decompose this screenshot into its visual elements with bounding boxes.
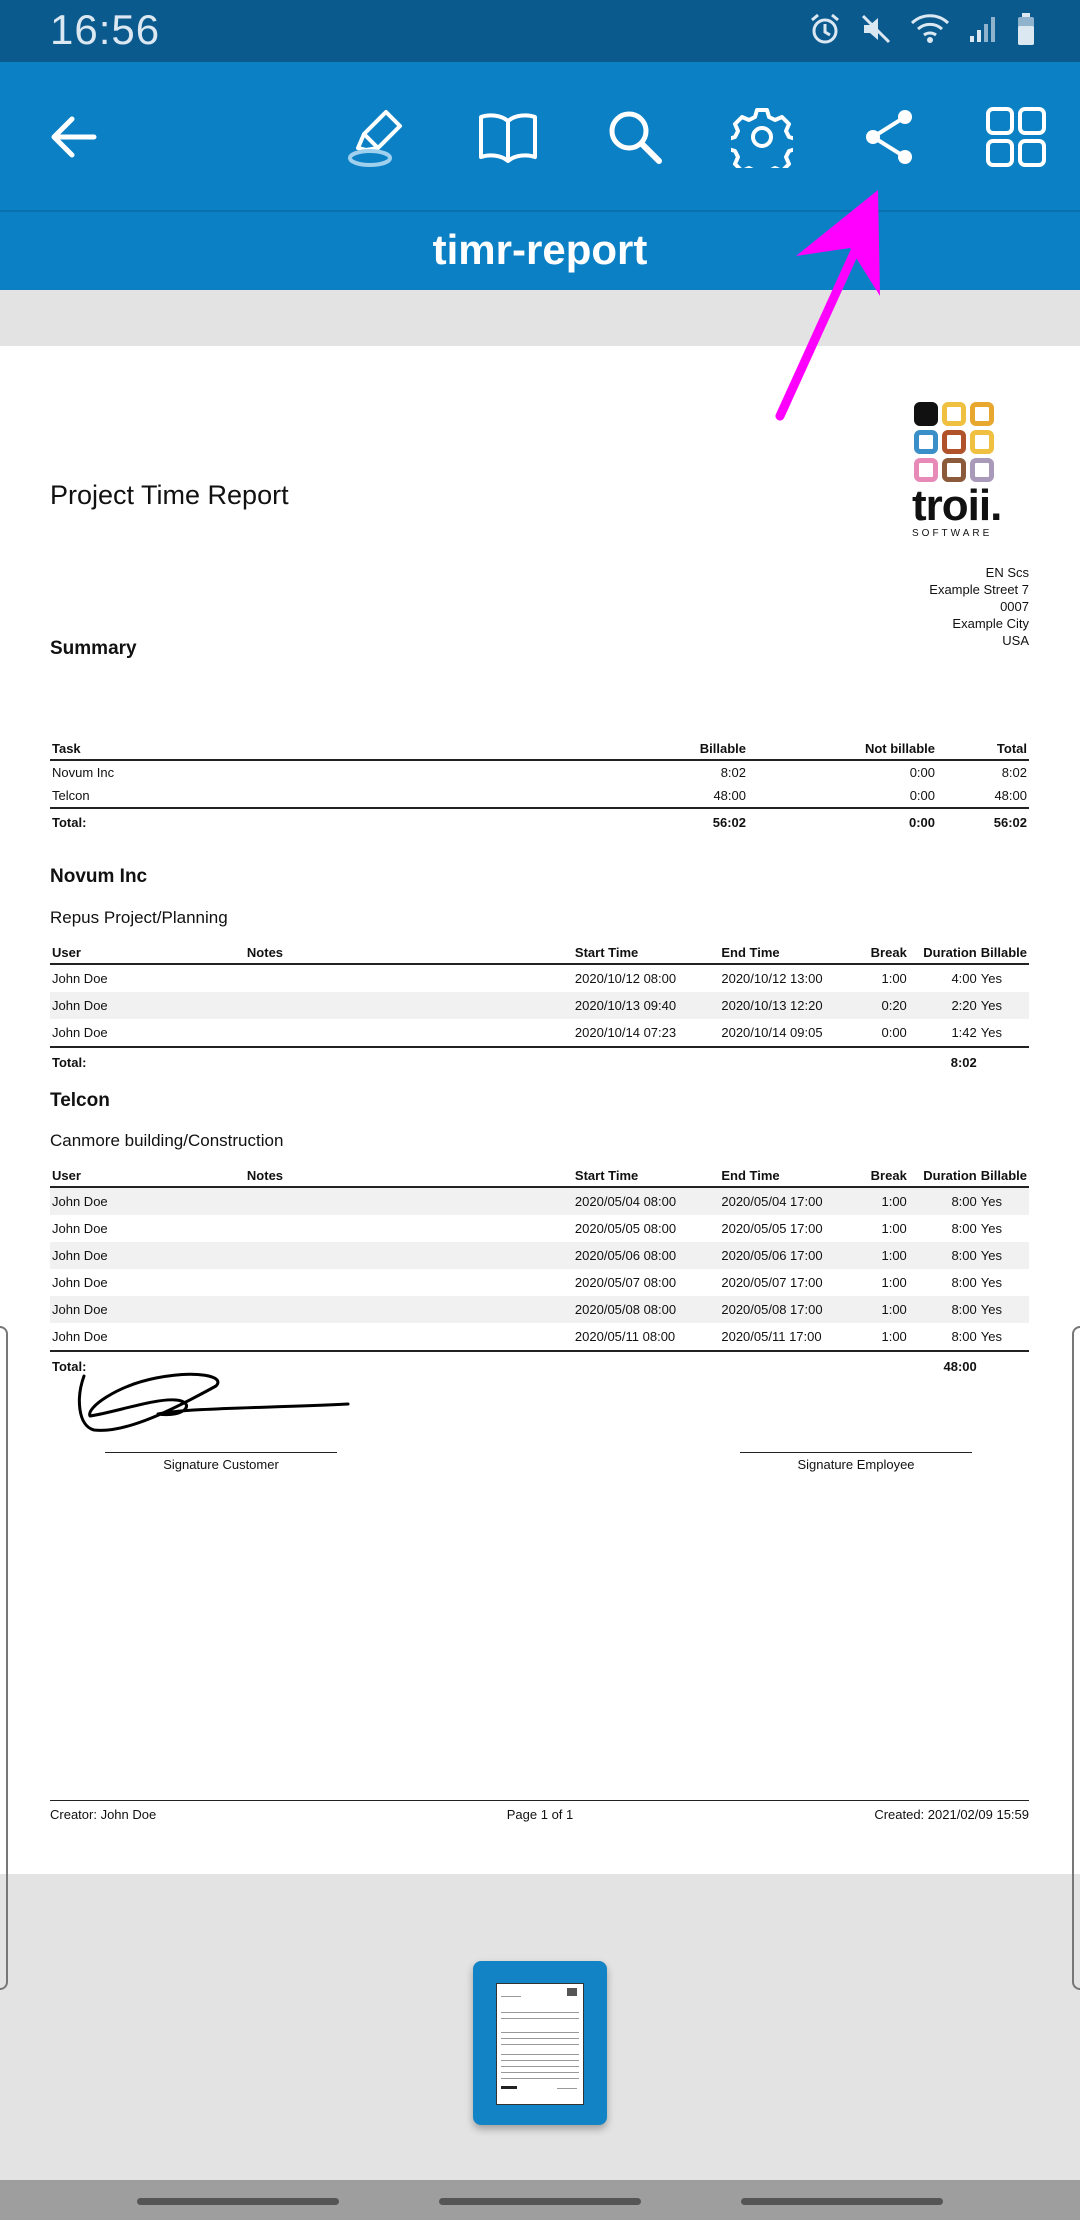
table-row — [50, 1323, 1029, 1351]
thumbnail-page-preview — [496, 1983, 584, 2105]
address-line: 0007 — [1000, 599, 1029, 614]
table-cell — [245, 1215, 573, 1242]
table-cell: John Doe — [52, 1275, 108, 1290]
right-edge-handle[interactable] — [1072, 1326, 1080, 1990]
table-cell — [245, 1269, 573, 1296]
logo-wordmark: troii. — [912, 481, 1002, 530]
back-button[interactable] — [28, 92, 118, 182]
column-header: Break — [853, 938, 909, 964]
address-line: EN Scs — [985, 565, 1029, 580]
grid-icon — [985, 106, 1047, 168]
battery-icon — [1016, 12, 1036, 46]
table-cell: John Doe — [52, 971, 108, 986]
table-cell: 2020/05/11 17:00 — [721, 1329, 822, 1344]
table-cell: 8:00 — [909, 1187, 979, 1215]
table-cell: 2020/10/14 07:23 — [574, 1025, 677, 1040]
column-header: Start Time — [573, 1161, 719, 1187]
table-cell: 56:02 — [937, 808, 1029, 835]
alarm-icon — [808, 12, 842, 46]
table-cell: 1:00 — [853, 1242, 909, 1269]
signature-line-customer — [105, 1452, 337, 1453]
table-cell: 2020/05/05 17:00 — [721, 1221, 823, 1236]
annotate-button[interactable] — [336, 92, 426, 182]
column-header: Billable — [614, 734, 748, 760]
column-header: Task — [50, 734, 614, 760]
table-total-row — [50, 808, 1029, 835]
column-header: End Time — [719, 938, 853, 964]
column-header: User — [50, 938, 245, 964]
table-cell: John Doe — [50, 1187, 245, 1215]
table-cell: 48:00 — [994, 788, 1027, 803]
report-title: Project Time Report — [50, 480, 289, 510]
table-cell — [245, 964, 573, 992]
table-row — [50, 1215, 1029, 1242]
table-cell: 0:20 — [853, 992, 909, 1019]
company-address — [929, 564, 1029, 649]
table-cell: 8:00 — [951, 1275, 977, 1290]
table-cell — [245, 1187, 573, 1215]
table-cell: 0:00 — [881, 1025, 907, 1040]
footer-creator: Creator: John Doe — [50, 1807, 157, 1822]
table-cell: Yes — [980, 1275, 1002, 1290]
share-button[interactable] — [844, 92, 934, 182]
table-row — [50, 760, 1029, 784]
table-row — [50, 964, 1029, 992]
table-cell: 8:00 — [909, 1296, 979, 1323]
table-cell: 2020/05/07 08:00 — [574, 1275, 677, 1290]
project-heading: Canmore building/Construction — [50, 1131, 284, 1150]
column-header: Duration — [909, 938, 979, 964]
table-row — [50, 1187, 1029, 1215]
table-cell: 8:02 — [720, 765, 746, 780]
customer-signature-scribble — [76, 1368, 356, 1444]
table-cell: Yes — [979, 1242, 1029, 1269]
viewer-background — [0, 290, 1080, 346]
client-heading: Telcon — [50, 1090, 110, 1111]
column-header: End Time — [719, 1161, 853, 1187]
table-cell: John Doe — [52, 1221, 108, 1236]
table-row — [50, 1296, 1029, 1323]
table-cell: 0:00 — [909, 765, 935, 780]
table-cell: 2020/05/04 08:00 — [573, 1187, 719, 1215]
table-cell: 8:02 — [909, 1047, 979, 1076]
table-cell: 8:00 — [951, 1221, 977, 1236]
company-logo — [912, 402, 1012, 539]
table-cell: 1:00 — [881, 1329, 907, 1344]
footer-created-date: Created: 2021/02/09 15:59 — [874, 1807, 1029, 1822]
time-entries-table — [50, 938, 1029, 1076]
column-header: Start Time — [573, 938, 719, 964]
left-edge-handle[interactable] — [0, 1326, 8, 1990]
table-cell: 8:00 — [909, 1242, 979, 1269]
table-cell — [245, 1296, 573, 1323]
table-cell: 8:00 — [951, 1329, 977, 1344]
nav-recent-button[interactable] — [137, 2198, 339, 2205]
table-cell: 2:20 — [909, 992, 979, 1019]
table-cell: 2020/05/11 08:00 — [574, 1329, 676, 1344]
table-cell: 48:00 — [909, 1351, 979, 1380]
table-cell: 2020/10/13 09:40 — [573, 992, 719, 1019]
table-cell: Total: — [50, 808, 614, 835]
table-cell: Novum Inc — [52, 765, 115, 780]
book-icon — [477, 109, 539, 165]
table-cell: 1:42 — [951, 1025, 977, 1040]
table-cell: 2020/05/08 08:00 — [573, 1296, 719, 1323]
project-heading: Repus Project/Planning — [50, 908, 228, 927]
table-cell: Yes — [980, 1221, 1002, 1236]
column-header: Break — [853, 1161, 909, 1187]
table-cell: Telcon — [52, 788, 90, 803]
page-overview-button[interactable] — [971, 92, 1061, 182]
table-cell: John Doe — [52, 1025, 108, 1040]
table-total-row — [50, 1047, 1029, 1076]
table-cell: 1:00 — [853, 1296, 909, 1323]
gear-icon — [731, 106, 793, 168]
summary-table — [50, 734, 1029, 835]
table-cell: Yes — [979, 1187, 1029, 1215]
table-cell: 8:02 — [1001, 765, 1027, 780]
status-time: 16:56 — [50, 6, 161, 53]
wifi-icon — [910, 13, 950, 45]
table-row — [50, 1269, 1029, 1296]
time-entries-table — [50, 1161, 1029, 1380]
system-nav-bar — [0, 2180, 1080, 2220]
table-cell: Total: — [50, 1047, 245, 1076]
column-header: Billable — [979, 1161, 1029, 1187]
reading-mode-button[interactable] — [463, 92, 553, 182]
table-cell: 1:00 — [881, 971, 907, 986]
table-row — [50, 1242, 1029, 1269]
column-header: Notes — [245, 1161, 573, 1187]
column-header: Total — [937, 734, 1029, 760]
document-title-bar: timr-report — [0, 210, 1080, 290]
table-cell: Yes — [980, 1329, 1002, 1344]
highlighter-icon — [346, 102, 416, 172]
page-thumbnail[interactable] — [473, 1961, 607, 2125]
table-cell: 2020/05/06 08:00 — [573, 1242, 719, 1269]
column-header: Duration — [909, 1161, 979, 1187]
signature-employee-label: Signature Employee — [797, 1457, 915, 1472]
nav-home-button[interactable] — [439, 2198, 641, 2205]
table-cell: 2020/05/08 17:00 — [719, 1296, 853, 1323]
table-cell: 2020/10/14 09:05 — [721, 1025, 823, 1040]
table-row — [50, 784, 1029, 808]
table-row — [50, 992, 1029, 1019]
search-icon — [605, 107, 665, 167]
table-cell — [245, 1019, 573, 1047]
arrow-left-icon — [48, 115, 98, 159]
column-header: User — [50, 1161, 245, 1187]
table-cell: 2020/05/06 17:00 — [719, 1242, 853, 1269]
status-bar — [0, 0, 1080, 62]
table-cell: Yes — [980, 971, 1002, 986]
column-header: Notes — [245, 938, 573, 964]
column-header: Not billable — [748, 734, 937, 760]
address-line: Example City — [952, 616, 1029, 631]
logo-subtitle: SOFTWARE — [912, 528, 993, 539]
footer-page-number: Page 1 of 1 — [506, 1807, 574, 1822]
table-cell — [245, 1242, 573, 1269]
table-cell: Yes — [980, 1025, 1002, 1040]
table-cell — [245, 992, 573, 1019]
table-cell: 2020/05/07 17:00 — [721, 1275, 823, 1290]
table-cell: 1:00 — [881, 1275, 907, 1290]
table-cell: John Doe — [52, 1329, 108, 1344]
table-cell: 4:00 — [951, 971, 977, 986]
app-toolbar — [0, 62, 1080, 210]
table-cell: 2020/10/13 12:20 — [719, 992, 853, 1019]
table-cell: 2020/05/05 08:00 — [574, 1221, 677, 1236]
table-cell: 0:00 — [909, 788, 935, 803]
summary-heading: Summary — [50, 638, 137, 659]
signal-icon — [968, 14, 998, 44]
table-cell — [245, 1323, 573, 1351]
table-cell: John Doe — [50, 1296, 245, 1323]
settings-button[interactable] — [717, 92, 807, 182]
address-line: USA — [1002, 633, 1029, 648]
address-line: Example Street 7 — [929, 582, 1029, 597]
pdf-page[interactable] — [0, 346, 1080, 1874]
table-cell: 1:00 — [881, 1221, 907, 1236]
nav-back-button[interactable] — [741, 2198, 943, 2205]
signature-customer-label: Signature Customer — [163, 1457, 279, 1472]
signature-line-employee — [740, 1452, 972, 1453]
table-cell: 56:02 — [614, 808, 748, 835]
table-cell: John Doe — [50, 992, 245, 1019]
table-row — [50, 1019, 1029, 1047]
table-cell: 48:00 — [713, 788, 746, 803]
table-cell: Yes — [979, 1296, 1029, 1323]
table-cell: 2020/10/12 08:00 — [574, 971, 677, 986]
table-cell: 0:00 — [748, 808, 937, 835]
footer-divider — [50, 1800, 1029, 1801]
search-button[interactable] — [590, 92, 680, 182]
table-cell: 1:00 — [853, 1187, 909, 1215]
mute-icon — [860, 13, 892, 45]
table-cell: Total: — [50, 1351, 245, 1380]
share-icon — [861, 107, 917, 167]
table-cell: Yes — [979, 992, 1029, 1019]
table-cell: 2020/05/04 17:00 — [719, 1187, 853, 1215]
table-cell: John Doe — [50, 1242, 245, 1269]
table-cell: 2020/10/12 13:00 — [721, 971, 823, 986]
column-header: Billable — [979, 938, 1029, 964]
client-heading: Novum Inc — [50, 866, 148, 887]
